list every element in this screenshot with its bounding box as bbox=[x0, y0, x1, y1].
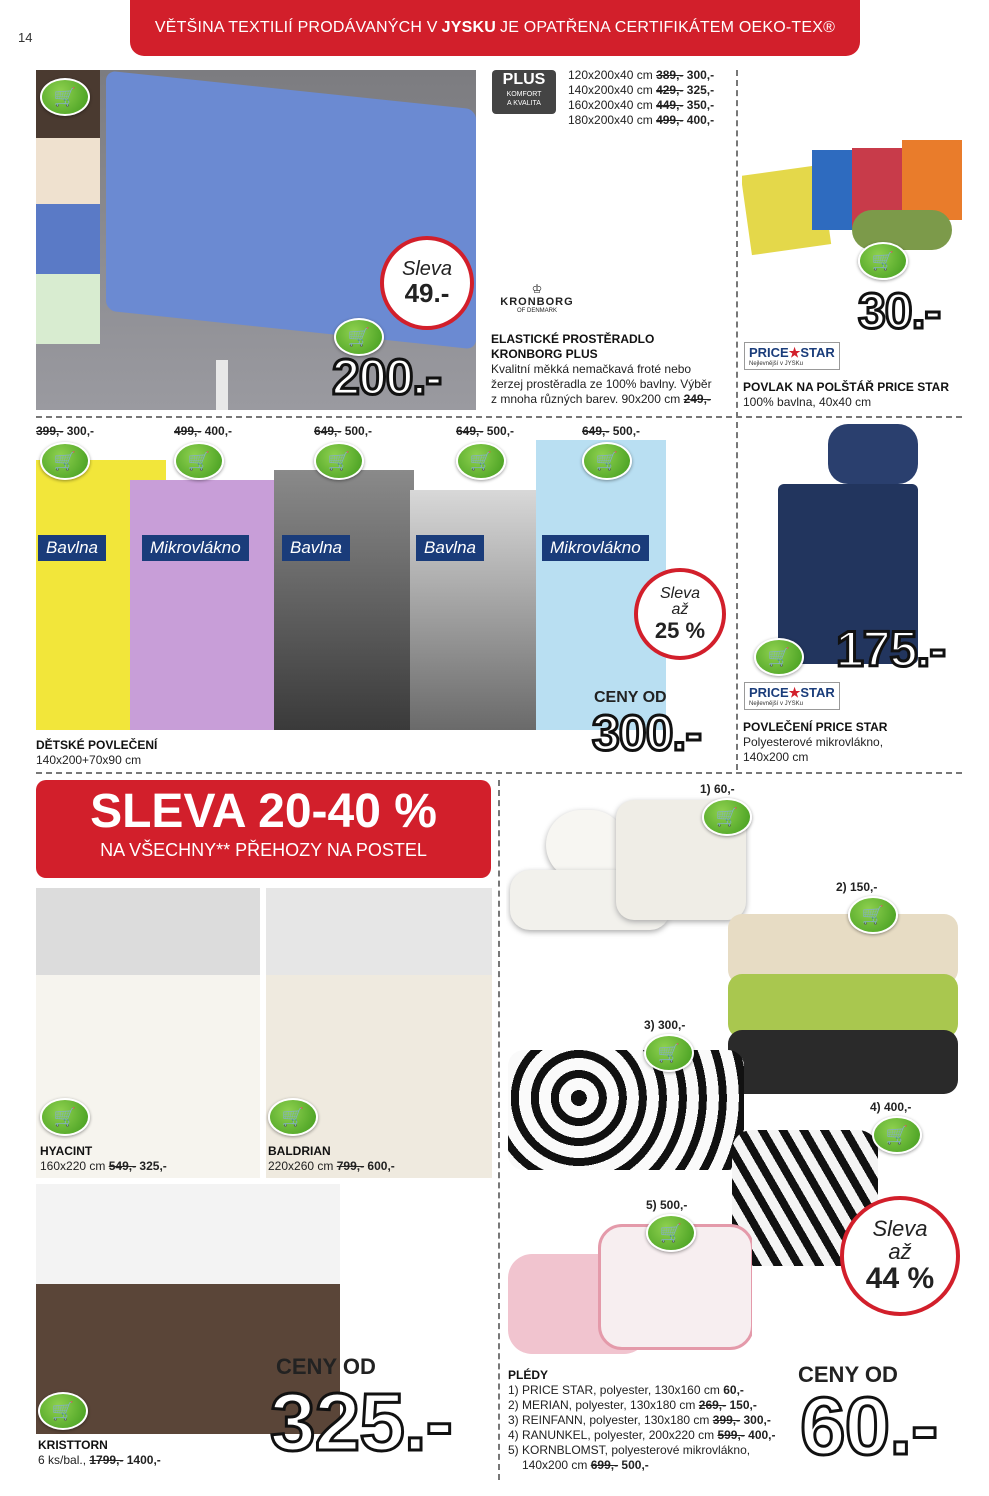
sale-headline: SLEVA 20-40 % bbox=[90, 785, 437, 838]
kristtorn-price: 6 ks/bal., 1799,- 1400,- bbox=[38, 1453, 161, 1467]
sheet-size-row: 120x200x40 cm 389,- 300,- bbox=[568, 68, 715, 82]
bedding-description bbox=[36, 738, 157, 768]
pledy-line-5: 5) KORNBLOMST, polyesterové mikrovlákno, bbox=[508, 1443, 751, 1457]
banner-text-2: JE OPATŘENA CERTIFIKÁTEM OEKO-TEX® bbox=[500, 19, 836, 36]
bedding-from-label: CENY OD bbox=[594, 689, 667, 706]
throw-label-3: 3) 300,- bbox=[644, 1018, 686, 1032]
bedding-bubble-l2: až bbox=[671, 601, 689, 619]
pricestar-c: Nejlevnější v JYSKu bbox=[749, 361, 804, 367]
pledy-bubble-l2: až bbox=[888, 1239, 912, 1265]
sheet-discount-bubble bbox=[380, 236, 474, 330]
sale-banner bbox=[36, 780, 491, 878]
pillow-description bbox=[743, 380, 983, 410]
baldrian-info bbox=[268, 1144, 395, 1174]
throw-label-5: 5) 500,- bbox=[646, 1198, 688, 1212]
pledy-line-4: 4) RANUNKEL, polyester, 200x220 cm 599,- 400,- bbox=[508, 1428, 776, 1442]
bedding-tag-1: Bavlna bbox=[38, 535, 106, 561]
bedding-cart-icon-1[interactable]: 🛒 bbox=[40, 442, 90, 480]
banner-text-1: VĚTŠINA TEXTILIÍ PRODÁVANÝCH V bbox=[154, 19, 438, 36]
bedding-tag-3: Bavlna bbox=[282, 535, 350, 561]
bedding-tag-4: Bavlna bbox=[416, 535, 484, 561]
plus-badge-sub2: A KVALITA bbox=[507, 100, 541, 107]
kristtorn-big-price: 325.- bbox=[270, 1377, 452, 1468]
pledy-info bbox=[508, 1368, 776, 1473]
throw-cart-icon-2[interactable]: 🛒 bbox=[848, 896, 898, 934]
duvet-desc-2: 140x200 cm bbox=[743, 750, 809, 764]
duvet-big-price: 175.- bbox=[836, 621, 945, 677]
duvet-title: POVLEČENÍ PRICE STAR bbox=[743, 720, 888, 734]
throw-photo-2 bbox=[728, 900, 964, 1100]
sheet-size-list bbox=[568, 68, 714, 128]
sheet-desc-3: z mnoha různých barev. 90x200 cm 249,- bbox=[491, 392, 711, 406]
divider-v-bottom bbox=[498, 780, 500, 1480]
page-number: 14 bbox=[18, 30, 33, 45]
banner-brand: JYSKU bbox=[441, 19, 497, 36]
pledy-line-1: 1) PRICE STAR, polyester, 130x160 cm 60,- bbox=[508, 1383, 744, 1397]
pledy-title: PLÉDY bbox=[508, 1368, 549, 1382]
bedding-photo-3 bbox=[274, 470, 414, 730]
pledy-line-6: 140x200 cm 699,- 500,- bbox=[522, 1458, 649, 1472]
throw-photo-5 bbox=[508, 1214, 752, 1364]
sheet-bubble-value: 49.- bbox=[404, 277, 450, 308]
baldrian-cart-icon[interactable]: 🛒 bbox=[268, 1098, 318, 1136]
pricestar-a: PRICE bbox=[749, 345, 789, 360]
kronborg-sub: OF DENMARK bbox=[516, 308, 557, 314]
throw-cart-icon-1[interactable]: 🛒 bbox=[702, 798, 752, 836]
bedding-discount-bubble bbox=[634, 568, 726, 660]
pillow-photo bbox=[742, 140, 964, 260]
bedding-price-3: 649,- 500,- bbox=[314, 424, 373, 438]
kristtorn-from-label: CENY OD bbox=[276, 1354, 376, 1379]
hyacint-info bbox=[40, 1144, 167, 1174]
bedding-price-4: 649,- 500,- bbox=[456, 424, 515, 438]
sale-sub: NA VŠECHNY** PŘEHOZY NA POSTEL bbox=[100, 840, 427, 860]
divider-v-top bbox=[736, 70, 738, 770]
pillow-desc: 100% bavlna, 40x40 cm bbox=[743, 395, 872, 409]
bedding-cart-icon-2[interactable]: 🛒 bbox=[174, 442, 224, 480]
throw-label-2: 2) 150,- bbox=[836, 880, 878, 894]
throw-label-1: 1) 60,- bbox=[700, 782, 735, 796]
kristtorn-cart-icon[interactable]: 🛒 bbox=[38, 1392, 88, 1430]
crown-icon: ♔ bbox=[531, 282, 543, 296]
bedding-photo-4 bbox=[410, 490, 540, 730]
pledy-bubble-l3: 44 % bbox=[865, 1262, 935, 1296]
throw-label-4: 4) 400,- bbox=[870, 1100, 912, 1114]
divider-h-1 bbox=[36, 416, 962, 418]
sheet-bubble-label: Sleva bbox=[401, 257, 453, 280]
bedding-tag-2: Mikrovlákno bbox=[142, 535, 249, 561]
bedding-price-2: 499,- 400,- bbox=[174, 424, 233, 438]
duvet-cart-icon[interactable]: 🛒 bbox=[754, 638, 804, 676]
throw-photo-3 bbox=[508, 1030, 748, 1180]
pillow-big-price: 30.- bbox=[858, 283, 941, 339]
sheet-cart-icon-2[interactable]: 🛒 bbox=[334, 318, 384, 356]
bedding-title: DĚTSKÉ POVLEČENÍ bbox=[36, 738, 158, 752]
pledy-bubble-l1: Sleva bbox=[872, 1216, 928, 1242]
pledy-line-3: 3) REINFANN, polyester, 130x180 cm 399,- 300,- bbox=[508, 1413, 771, 1427]
throw-cart-icon-4[interactable]: 🛒 bbox=[872, 1116, 922, 1154]
kristtorn-title: KRISTTORN bbox=[38, 1438, 108, 1452]
sheet-size-row: 180x200x40 cm 499,- 400,- bbox=[568, 113, 715, 127]
oeko-tex-banner bbox=[130, 0, 860, 56]
bedding-tag-5: Mikrovlákno bbox=[542, 535, 649, 561]
throw-cart-icon-5[interactable]: 🛒 bbox=[646, 1214, 696, 1252]
sheet-size-row: 160x200x40 cm 449,- 350,- bbox=[568, 98, 715, 112]
duvet-description bbox=[743, 720, 887, 765]
pledy-big-price: 60.- bbox=[800, 1381, 938, 1472]
hyacint-price: 160x220 cm 549,- 325,- bbox=[40, 1159, 167, 1173]
bedding-bubble-l1: Sleva bbox=[659, 584, 701, 602]
bedding-big-price: 300.- bbox=[592, 705, 701, 761]
kronborg-name: KRONBORG bbox=[500, 296, 574, 308]
pledy-from-label: CENY OD bbox=[798, 1362, 898, 1387]
throw-cart-icon-3[interactable]: 🛒 bbox=[644, 1034, 694, 1072]
sheet-desc-1: Kvalitní měkká nemačkavá froté nebo bbox=[491, 362, 692, 376]
divider-h-2 bbox=[36, 772, 962, 774]
sheet-desc-2: žerzej prostěradla ze 100% bavlny. Výběr bbox=[491, 377, 712, 391]
bedding-price-1: 399,- 300,- bbox=[36, 424, 95, 438]
bedding-cart-icon-4[interactable]: 🛒 bbox=[456, 442, 506, 480]
kronborg-logo bbox=[492, 282, 582, 314]
pillow-pricestar-logo: PRICE★STAR Nejlevnější v JYSKu bbox=[744, 342, 840, 370]
pledy-discount-bubble bbox=[840, 1196, 960, 1316]
sheet-title-2: KRONBORG PLUS bbox=[491, 347, 598, 361]
bedding-cart-icon-3[interactable]: 🛒 bbox=[314, 442, 364, 480]
sheet-size-row: 140x200x40 cm 429,- 325,- bbox=[568, 83, 715, 97]
bedding-cart-icon-5[interactable]: 🛒 bbox=[582, 442, 632, 480]
bedding-photo-2 bbox=[130, 480, 280, 730]
pillow-cart-icon[interactable]: 🛒 bbox=[858, 242, 908, 280]
sheet-cart-icon[interactable]: 🛒 bbox=[40, 78, 90, 116]
bedding-desc: 140x200+70x90 cm bbox=[36, 753, 142, 767]
baldrian-title: BALDRIAN bbox=[268, 1144, 331, 1158]
hyacint-title: HYACINT bbox=[40, 1144, 93, 1158]
plus-badge bbox=[492, 70, 556, 114]
baldrian-price: 220x260 cm 799,- 600,- bbox=[268, 1159, 395, 1173]
sheet-description bbox=[491, 332, 731, 407]
bedding-bubble-l3: 25 % bbox=[654, 618, 706, 644]
kristtorn-info bbox=[38, 1438, 161, 1468]
plus-badge-main: PLUS bbox=[502, 71, 546, 88]
bedding-price-5: 649,- 500,- bbox=[582, 424, 641, 438]
pledy-line-2: 2) MERIAN, polyester, 130x180 cm 269,- 150,- bbox=[508, 1398, 757, 1412]
plus-badge-sub1: KOMFORT bbox=[506, 91, 542, 98]
pricestar-b: STAR bbox=[800, 345, 835, 360]
pillow-title: POVLAK NA POLŠTÁŘ PRICE STAR bbox=[743, 380, 950, 394]
sheet-title-1: ELASTICKÉ PROSTĚRADLO bbox=[491, 332, 655, 346]
hyacint-cart-icon[interactable]: 🛒 bbox=[40, 1098, 90, 1136]
duvet-desc-1: Polyesterové mikrovlákno, bbox=[743, 735, 884, 749]
sheet-big-price: 200.- bbox=[332, 349, 441, 405]
duvet-pricestar-logo: PRICE★STAR Nejlevnější v JYSKu bbox=[744, 682, 840, 710]
